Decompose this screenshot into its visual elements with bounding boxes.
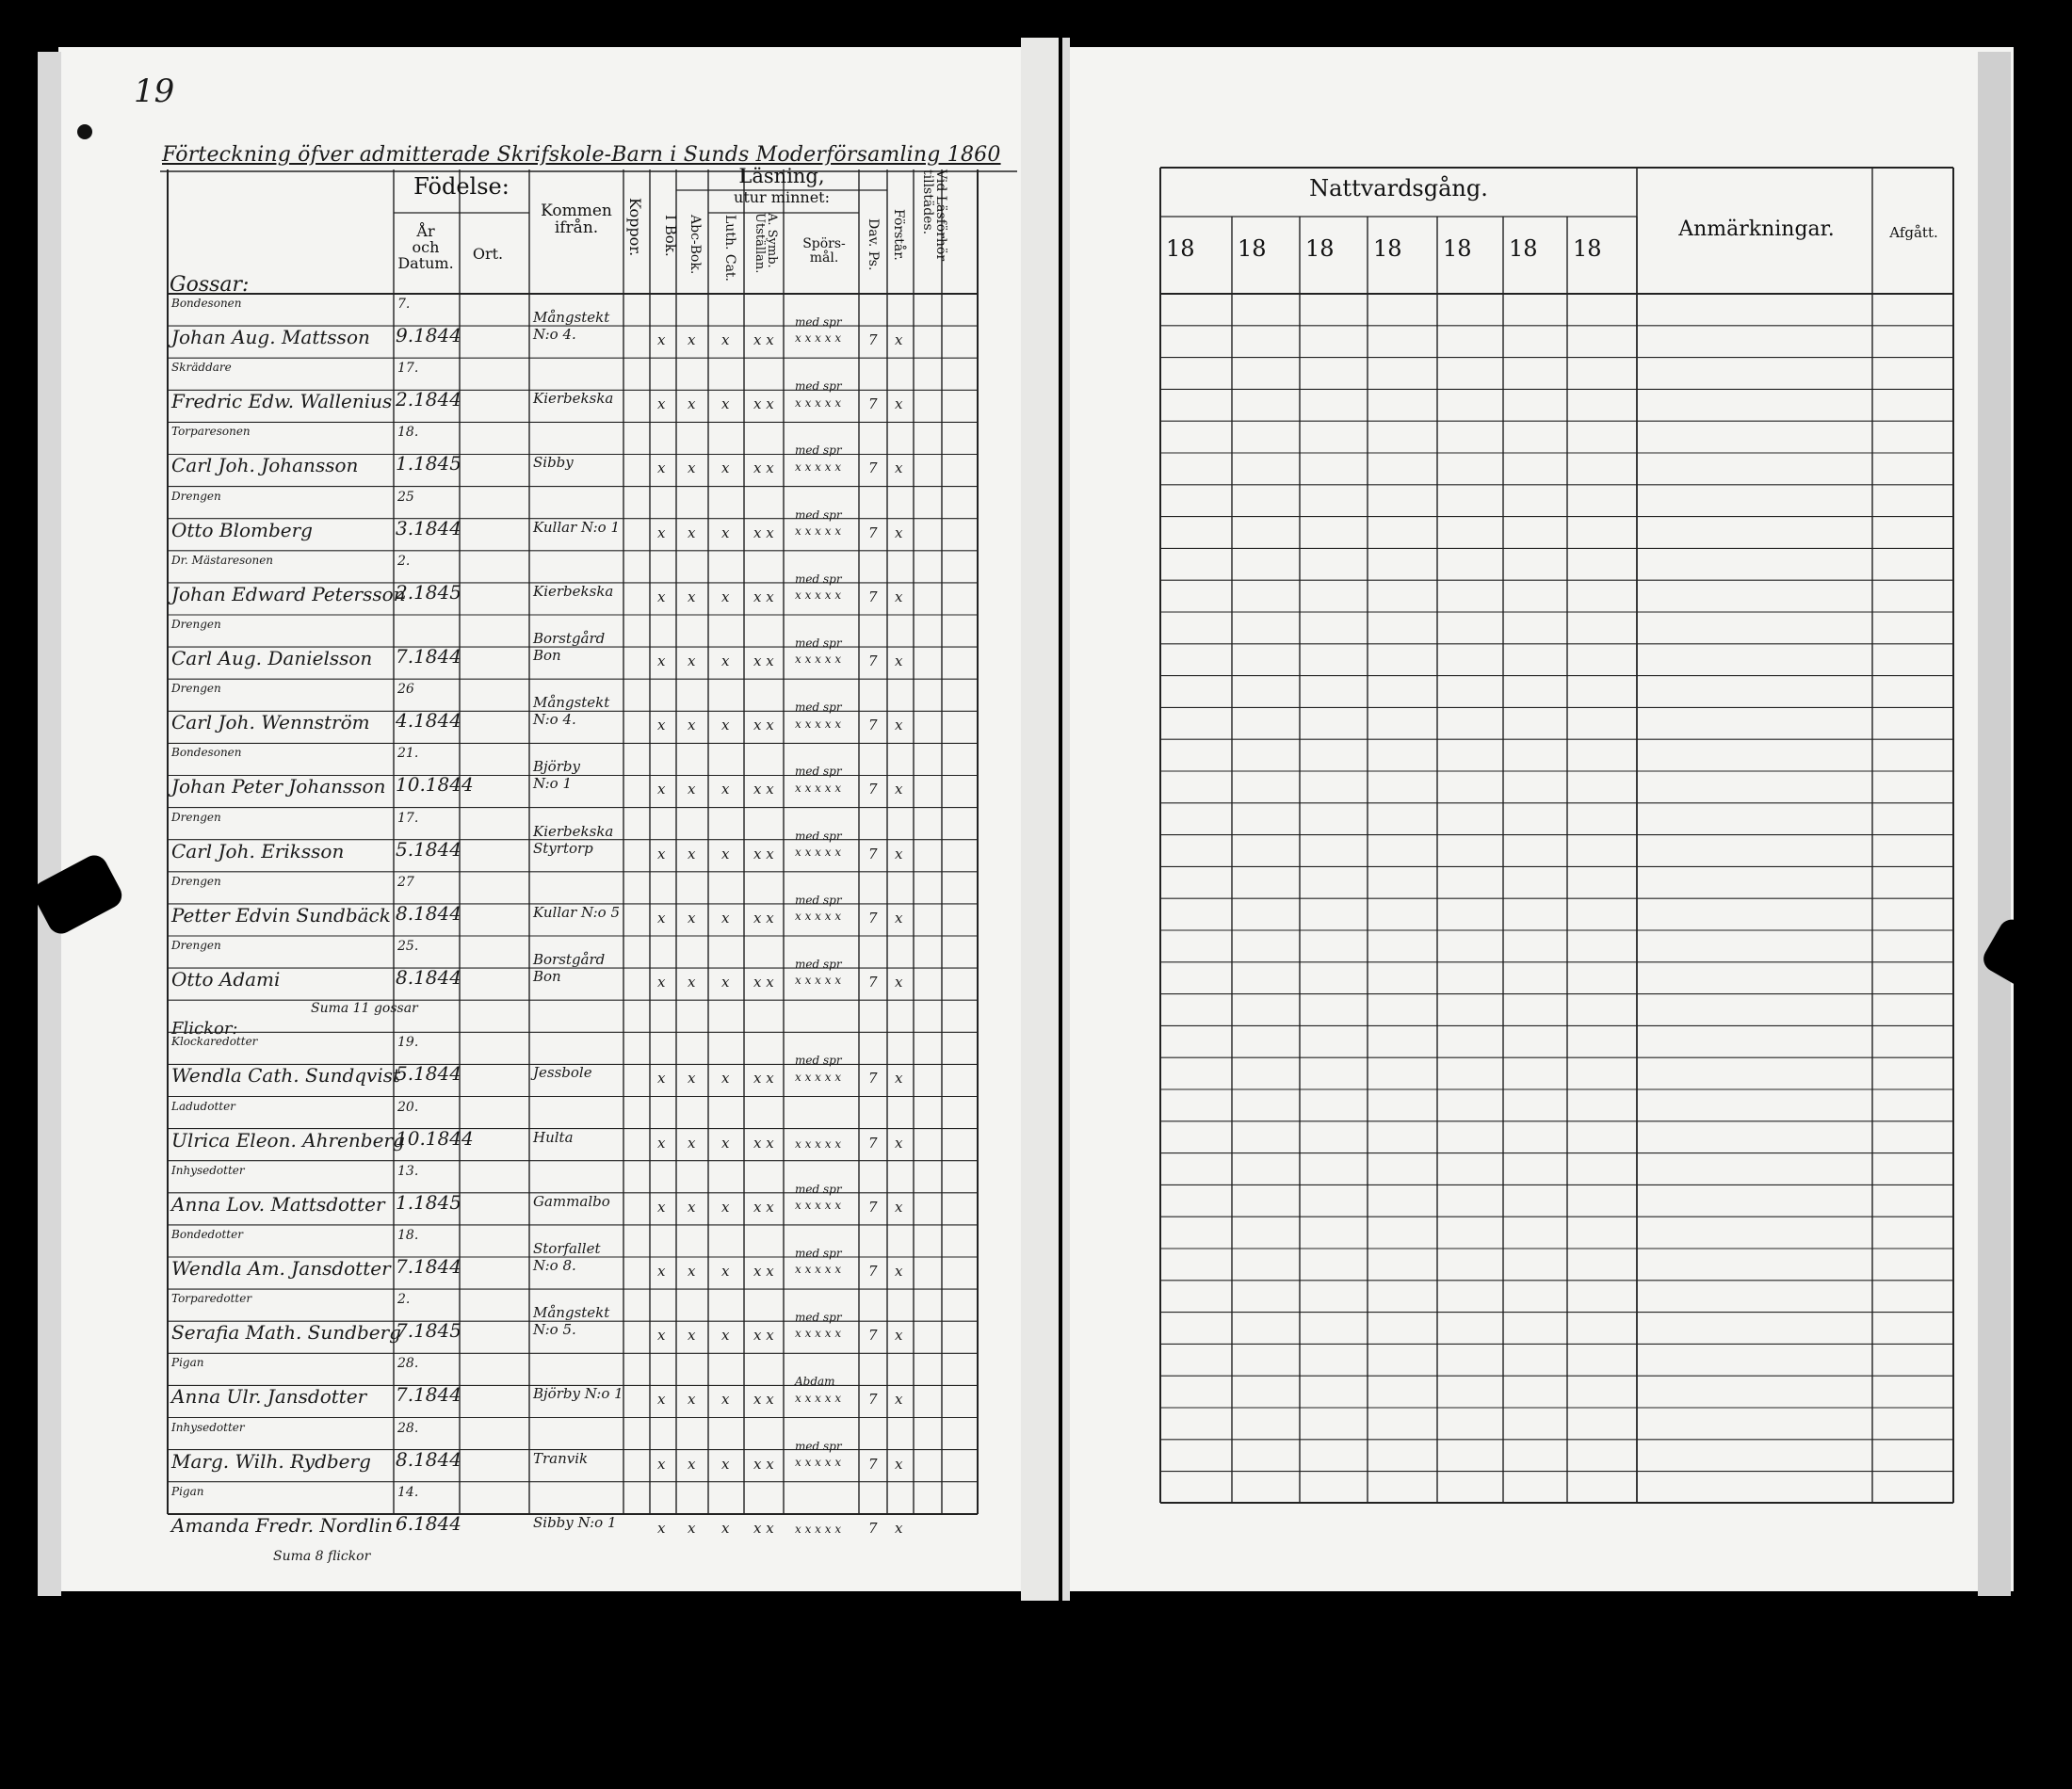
gossar-a-symb: x x [753, 331, 774, 348]
gossar-name: Otto Blomberg [171, 518, 313, 541]
gossar-from: Sibby [533, 454, 574, 472]
gossar-title: Bondesonen [171, 746, 242, 760]
flickor-name: Wendla Am. Jansdotter [171, 1256, 391, 1280]
year-header-2: 18 [1238, 235, 1267, 262]
flickor-date: 1.1845 [396, 1190, 461, 1214]
gossar-from: Borstgård Bon [533, 630, 606, 664]
gossar-title: Drengen [171, 810, 221, 824]
flickor-date: 10.1844 [396, 1126, 474, 1150]
gossar-i-bok: x [657, 395, 666, 413]
header-afgatt: Afgått. [1889, 224, 1938, 241]
flickor-from: Mångstekt N:o 5. [533, 1304, 610, 1339]
flickor-sporsmal: x x x x x [795, 1522, 842, 1536]
gossar-day: 17. [397, 810, 419, 826]
gossar-abc-bok: x [688, 331, 696, 348]
gossar-i-bok: x [657, 781, 666, 798]
gossar-day: 2. [397, 553, 411, 569]
header-fodelse: Födelse: [413, 173, 510, 200]
flickor-luth-cat: x [721, 1455, 730, 1473]
flickor-abc-bok: x [688, 1519, 696, 1537]
gossar-forstar: x [895, 909, 903, 927]
header-ar-och-datum: År och Datum. [397, 222, 454, 272]
gossar-i-bok: x [657, 524, 666, 541]
flickor-sporsmal: med spr x x x x x [795, 1182, 842, 1213]
gossar-forstar: x [895, 459, 903, 477]
flickor-from: Hulta [533, 1128, 574, 1146]
header-dav-ps: Dav. Ps. [866, 218, 881, 271]
gossar-sporsmal: med spr x x x x x [795, 637, 842, 667]
flickor-abc-bok: x [688, 1327, 696, 1345]
flickor-title: Ladudotter [171, 1099, 235, 1113]
flickor-date: 7.1844 [396, 1254, 461, 1278]
gossar-day: 21. [397, 746, 419, 762]
flickor-abc-bok: x [688, 1391, 696, 1409]
flickor-a-symb: x x [753, 1391, 774, 1409]
gossar-name: Johan Peter Johansson [171, 775, 386, 798]
flickor-sporsmal: med spr x x x x x [795, 1311, 842, 1341]
flickor-name: Wendla Cath. Sundqvist [171, 1064, 401, 1088]
gossar-a-symb: x x [753, 717, 774, 734]
gossar-date: 1.1845 [396, 452, 461, 475]
gossar-date: 8.1844 [396, 966, 461, 989]
gossar-luth-cat: x [721, 974, 730, 991]
flickor-dav-ps: 7 [868, 1391, 878, 1409]
year-header-7: 18 [1573, 235, 1602, 262]
gossar-day: 27 [397, 874, 414, 890]
gossar-dav-ps: 7 [868, 781, 878, 798]
flickor-date: 8.1844 [396, 1447, 461, 1471]
gossar-luth-cat: x [721, 845, 730, 862]
flickor-dav-ps: 7 [868, 1455, 878, 1473]
gossar-a-symb: x x [753, 974, 774, 991]
gossar-date: 2.1845 [396, 580, 461, 604]
gossar-luth-cat: x [721, 395, 730, 413]
flickor-sporsmal: med spr x x x x x [795, 1246, 842, 1277]
flickor-day: 14. [397, 1484, 419, 1500]
flickor-title: Klockaredotter [171, 1035, 258, 1049]
gossar-day: 25 [397, 489, 414, 505]
gossar-i-bok: x [657, 653, 666, 669]
gossar-abc-bok: x [688, 845, 696, 862]
flickor-forstar: x [895, 1455, 903, 1473]
header-utur-minnet: utur minnet: [734, 188, 830, 206]
gossar-i-bok: x [657, 588, 666, 605]
gossar-dav-ps: 7 [868, 717, 878, 734]
gossar-sporsmal: med spr x x x x x [795, 443, 842, 474]
header-ort: Ort. [472, 245, 504, 263]
gossar-day: 17. [397, 361, 419, 377]
gossar-sporsmal: med spr x x x x x [795, 893, 842, 924]
flickor-luth-cat: x [721, 1391, 730, 1409]
gossar-luth-cat: x [721, 781, 730, 798]
gossar-date: 9.1844 [396, 324, 461, 347]
flickor-abc-bok: x [688, 1262, 696, 1280]
gossar-dav-ps: 7 [868, 459, 878, 477]
gossar-sporsmal: med spr x x x x x [795, 508, 842, 538]
header-i-bok: I Bok. [662, 215, 679, 257]
flickor-date: 5.1844 [396, 1062, 461, 1086]
flickor-date: 6.1844 [396, 1511, 461, 1535]
gossar-abc-bok: x [688, 395, 696, 413]
flickor-sporsmal: Abdam x x x x x [795, 1375, 842, 1405]
gossar-forstar: x [895, 524, 903, 541]
header-sporsmal: Spörs- mål. [802, 236, 846, 266]
gossar-a-symb: x x [753, 845, 774, 862]
gossar-from: Borstgård Bon [533, 951, 606, 985]
flickor-dav-ps: 7 [868, 1198, 878, 1216]
flickor-label: Flickor: [171, 1019, 238, 1040]
gossar-i-bok: x [657, 717, 666, 734]
header-abc-bok: Abc-Bok. [688, 215, 703, 275]
gossar-name: Fredric Edw. Wallenius [171, 390, 393, 413]
gossar-forstar: x [895, 395, 903, 413]
year-header-3: 18 [1305, 235, 1335, 262]
gossar-forstar: x [895, 781, 903, 798]
gossar-forstar: x [895, 331, 903, 348]
gossar-forstar: x [895, 845, 903, 862]
gossar-day: 18. [397, 425, 419, 441]
gossar-name: Johan Edward Petersson [171, 582, 406, 605]
flickor-abc-bok: x [688, 1198, 696, 1216]
gossar-sporsmal: med spr x x x x x [795, 765, 842, 795]
gossar-dav-ps: 7 [868, 909, 878, 927]
flickor-i-bok: x [657, 1327, 666, 1345]
flickor-from: Storfallet N:o 8. [533, 1239, 601, 1274]
gossar-day: 25. [397, 939, 419, 954]
flickor-i-bok: x [657, 1198, 666, 1216]
flickor-title: Bondedotter [171, 1227, 243, 1241]
gossar-dav-ps: 7 [868, 395, 878, 413]
year-header-1: 18 [1166, 235, 1195, 262]
flickor-summa: Suma 8 flickor [273, 1548, 371, 1564]
flickor-name: Ulrica Eleon. Ahrenberg [171, 1128, 405, 1152]
gossar-a-symb: x x [753, 395, 774, 413]
gossar-sporsmal: med spr x x x x x [795, 829, 842, 859]
flickor-abc-bok: x [688, 1455, 696, 1473]
flickor-day: 20. [397, 1099, 419, 1115]
flickor-forstar: x [895, 1391, 903, 1409]
gossar-from: Mångstekt N:o 4. [533, 694, 610, 729]
gossar-name: Otto Adami [171, 968, 281, 991]
gossar-name: Carl Joh. Wennström [171, 711, 370, 734]
flickor-sporsmal: x x x x x [795, 1136, 842, 1151]
flickor-title: Pigan [171, 1356, 204, 1370]
header-luth-cat: Luth. Cat. [722, 215, 737, 282]
gossar-title: Torparesonen [171, 425, 251, 439]
flickor-a-symb: x x [753, 1455, 774, 1473]
year-header-6: 18 [1509, 235, 1538, 262]
flickor-dav-ps: 7 [868, 1070, 878, 1088]
header-forstar: Förstår. [891, 209, 906, 261]
gossar-forstar: x [895, 717, 903, 734]
flickor-name: Marg. Wilh. Rydberg [171, 1449, 371, 1473]
gossar-i-bok: x [657, 459, 666, 477]
flickor-date: 7.1845 [396, 1319, 461, 1343]
gossar-title: Drengen [171, 874, 221, 888]
gossar-date: 7.1844 [396, 645, 461, 668]
flickor-dav-ps: 7 [868, 1134, 878, 1152]
flickor-a-symb: x x [753, 1327, 774, 1345]
flickor-sporsmal: med spr x x x x x [795, 1054, 842, 1084]
gossar-title: Bondesonen [171, 297, 242, 310]
flickor-from: Gammalbo [533, 1192, 610, 1210]
gossar-dav-ps: 7 [868, 974, 878, 991]
flickor-dav-ps: 7 [868, 1519, 878, 1537]
flickor-name: Anna Ulr. Jansdotter [171, 1385, 367, 1409]
gossar-date: 5.1844 [396, 837, 461, 861]
flickor-date: 7.1844 [396, 1383, 461, 1407]
flickor-title: Inhysedotter [171, 1163, 245, 1177]
flickor-a-symb: x x [753, 1198, 774, 1216]
gossar-title: Drengen [171, 682, 221, 696]
gossar-a-symb: x x [753, 653, 774, 669]
flickor-day: 28. [397, 1356, 419, 1372]
gossar-date: 3.1844 [396, 516, 461, 540]
gossar-dav-ps: 7 [868, 524, 878, 541]
gossar-i-bok: x [657, 974, 666, 991]
flickor-from: Sibby N:o 1 [533, 1513, 617, 1531]
flickor-day: 19. [397, 1035, 419, 1051]
gossar-from: Kierbekska [533, 390, 614, 408]
gossar-abc-bok: x [688, 781, 696, 798]
gossar-day: 7. [397, 297, 411, 312]
flickor-i-bok: x [657, 1134, 666, 1152]
gossar-from: Mångstekt N:o 4. [533, 309, 610, 343]
gossar-name: Carl Joh. Eriksson [171, 839, 345, 862]
gossar-forstar: x [895, 653, 903, 669]
gossar-day: 26 [397, 682, 414, 698]
flickor-dav-ps: 7 [868, 1262, 878, 1280]
gossar-a-symb: x x [753, 524, 774, 541]
header-a-symb: A. Symb. Utställan. [753, 213, 779, 274]
gossar-a-symb: x x [753, 909, 774, 927]
year-header-4: 18 [1373, 235, 1402, 262]
gossar-sporsmal: med spr x x x x x [795, 315, 842, 346]
gossar-abc-bok: x [688, 909, 696, 927]
flickor-i-bok: x [657, 1391, 666, 1409]
gossar-luth-cat: x [721, 909, 730, 927]
gossar-title: Skräddare [171, 361, 232, 375]
gossar-sporsmal: med spr x x x x x [795, 379, 842, 410]
gossar-title: Drengen [171, 939, 221, 952]
flickor-i-bok: x [657, 1262, 666, 1280]
flickor-abc-bok: x [688, 1134, 696, 1152]
flickor-luth-cat: x [721, 1070, 730, 1088]
gossar-dav-ps: 7 [868, 653, 878, 669]
flickor-luth-cat: x [721, 1134, 730, 1152]
gossar-date: 10.1844 [396, 773, 474, 797]
gossar-name: Carl Aug. Danielsson [171, 647, 373, 669]
header-koppor: Koppor. [626, 198, 644, 257]
flickor-i-bok: x [657, 1070, 666, 1088]
gossar-abc-bok: x [688, 717, 696, 734]
gossar-abc-bok: x [688, 974, 696, 991]
gossar-forstar: x [895, 974, 903, 991]
gossar-dav-ps: 7 [868, 331, 878, 348]
flickor-luth-cat: x [721, 1327, 730, 1345]
header-vid-lasforhor: Vid Läsförhör tillstädes. [920, 169, 948, 262]
flickor-i-bok: x [657, 1455, 666, 1473]
gossar-date: 4.1844 [396, 709, 461, 733]
gossar-luth-cat: x [721, 459, 730, 477]
flickor-forstar: x [895, 1327, 903, 1345]
gossar-title: Dr. Mästaresonen [171, 553, 274, 567]
flickor-a-symb: x x [753, 1262, 774, 1280]
flickor-luth-cat: x [721, 1198, 730, 1216]
flickor-title: Inhysedotter [171, 1420, 245, 1434]
flickor-i-bok: x [657, 1519, 666, 1537]
flickor-name: Serafia Math. Sundberg [171, 1321, 401, 1345]
flickor-a-symb: x x [753, 1070, 774, 1088]
flickor-name: Anna Lov. Mattsdotter [171, 1192, 385, 1216]
year-header-5: 18 [1443, 235, 1472, 262]
gossar-abc-bok: x [688, 653, 696, 669]
gossar-i-bok: x [657, 845, 666, 862]
flickor-forstar: x [895, 1070, 903, 1088]
flickor-abc-bok: x [688, 1070, 696, 1088]
flickor-forstar: x [895, 1519, 903, 1537]
gossar-luth-cat: x [721, 524, 730, 541]
gossar-sporsmal: med spr x x x x x [795, 701, 842, 731]
flickor-from: Tranvik [533, 1449, 589, 1467]
gossar-name: Petter Edvin Sundbäck [171, 903, 391, 927]
flickor-forstar: x [895, 1134, 903, 1152]
flickor-title: Torparedotter [171, 1292, 252, 1306]
gossar-luth-cat: x [721, 331, 730, 348]
flickor-title: Pigan [171, 1484, 204, 1498]
flickor-a-symb: x x [753, 1519, 774, 1537]
gossar-sporsmal: med spr x x x x x [795, 958, 842, 988]
gossar-luth-cat: x [721, 653, 730, 669]
flickor-luth-cat: x [721, 1519, 730, 1537]
gossar-luth-cat: x [721, 717, 730, 734]
header-nattvardsgang: Nattvardsgång. [1309, 175, 1488, 201]
gossar-forstar: x [895, 588, 903, 605]
gossar-abc-bok: x [688, 459, 696, 477]
gossar-a-symb: x x [753, 459, 774, 477]
flickor-day: 28. [397, 1420, 419, 1436]
flickor-day: 2. [397, 1292, 411, 1308]
page-heading: Förteckning öfver admitterade Skrifskole-Barn i Sunds Moderförsamling 1860 [162, 143, 1001, 167]
page-number: 19 [134, 73, 175, 110]
gossar-a-symb: x x [753, 588, 774, 605]
flickor-a-symb: x x [753, 1134, 774, 1152]
gossar-date: 8.1844 [396, 901, 461, 925]
gossar-from: Kullar N:o 1 [533, 518, 620, 536]
gossar-date: 2.1844 [396, 388, 461, 411]
gossar-name: Carl Joh. Johansson [171, 454, 359, 477]
flickor-dav-ps: 7 [868, 1327, 878, 1345]
flickor-name: Amanda Fredr. Nordlin [171, 1513, 394, 1537]
gossar-abc-bok: x [688, 524, 696, 541]
gossar-from: Kierbekska Styrtorp [533, 822, 614, 857]
gossar-label: Gossar: [170, 273, 250, 297]
gossar-luth-cat: x [721, 588, 730, 605]
gossar-i-bok: x [657, 909, 666, 927]
flickor-day: 18. [397, 1227, 419, 1243]
gossar-from: Kullar N:o 5 [533, 903, 620, 921]
gossar-abc-bok: x [688, 588, 696, 605]
gossar-from: Kierbekska [533, 582, 614, 600]
flickor-from: Björby N:o 1 [533, 1385, 623, 1403]
flickor-forstar: x [895, 1198, 903, 1216]
header-kommen-ifran: Kommen ifrån. [541, 201, 612, 237]
header-anmarkningar: Anmärkningar. [1678, 218, 1835, 241]
flickor-luth-cat: x [721, 1262, 730, 1280]
gossar-from: Björby N:o 1 [533, 758, 580, 793]
gossar-i-bok: x [657, 331, 666, 348]
gossar-title: Drengen [171, 618, 221, 631]
gossar-a-symb: x x [753, 781, 774, 798]
flickor-day: 13. [397, 1163, 419, 1179]
flickor-sporsmal: med spr x x x x x [795, 1439, 842, 1469]
gossar-title: Drengen [171, 489, 221, 503]
flickor-from: Jessbole [533, 1064, 592, 1082]
flickor-forstar: x [895, 1262, 903, 1280]
gossar-name: Johan Aug. Mattsson [171, 326, 370, 348]
gossar-summa: Suma 11 gossar [311, 1001, 418, 1017]
gossar-sporsmal: med spr x x x x x [795, 572, 842, 603]
header-lasning: Läsning, [738, 165, 825, 187]
gossar-dav-ps: 7 [868, 588, 878, 605]
gossar-dav-ps: 7 [868, 845, 878, 862]
